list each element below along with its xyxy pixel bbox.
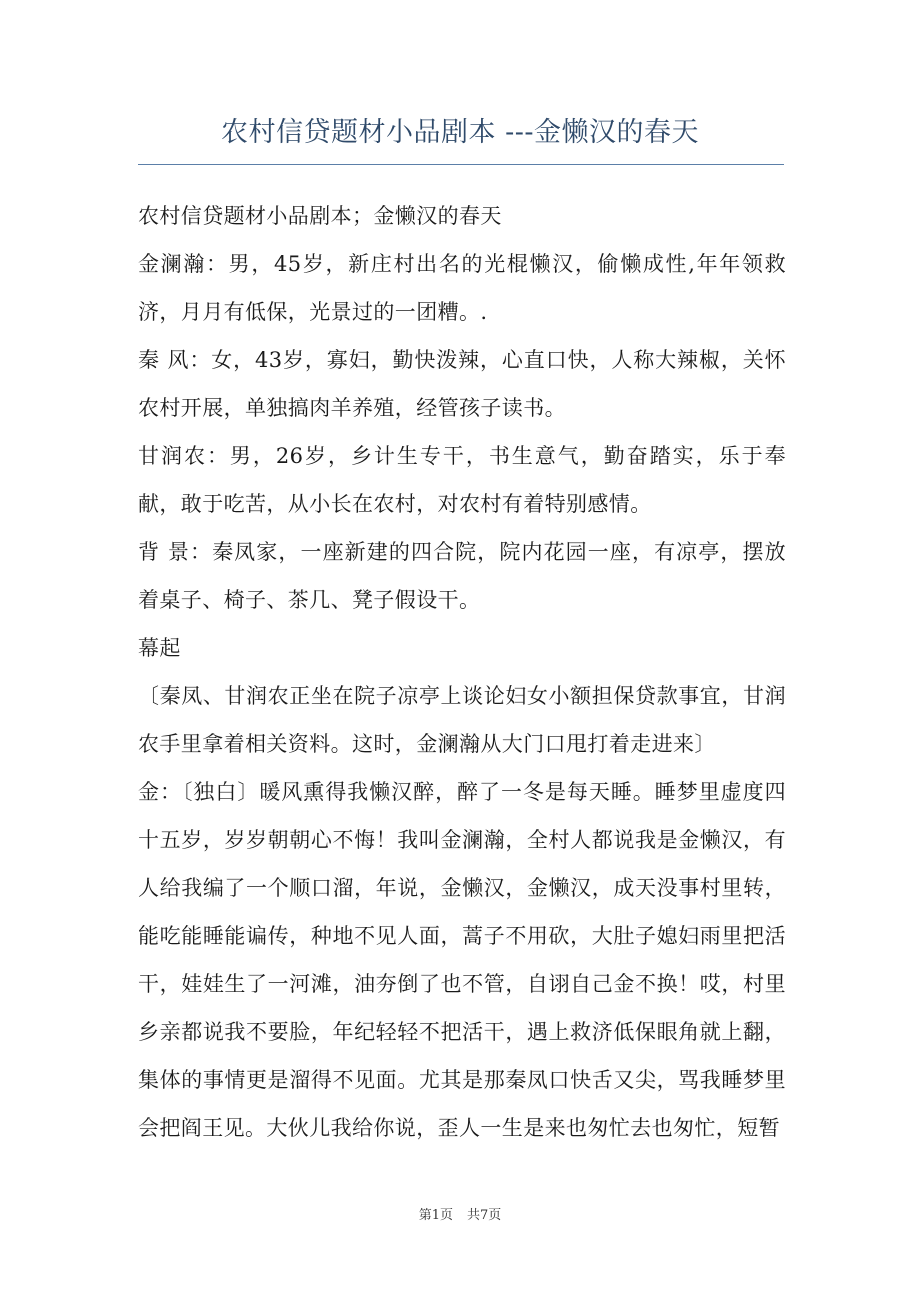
paragraph-curtain: 幕起: [138, 636, 181, 660]
page-footer: [0, 1206, 920, 1226]
paragraph-monologue: 金：〔独白〕暖风熏得我懒汉醉，醉了一冬是每天睡。睡梦里虚度四十五岁，岁岁朝朝心不悔！我叫金澜瀚，全村人都说我是金懒汉，有人给我编了一个顺口溜，年说，金懒汉，金懒汉，成天没事村里转，能吃能睡能谝传，种地不见人面，蒿子不用砍，大肚子媳妇雨里把活干，娃娃生了一河滩，油夯倒了也不管，自诩自己金不换！哎，村里乡亲都说我不要脸，年纪轻轻不把活干，遇上救济低保眼角就上翻，集体的事情更是溜得不见面。尤其是那秦凤口快舌又尖，骂我睡梦里会把阎王见。大伙儿我给你说，歪人一生是来也匆忙去也匆忙，短暂: [138, 780, 786, 1140]
page-number: 第1页: [418, 1208, 453, 1223]
paragraph-character-gan: 甘润农：男，26岁，乡计生专干，书生意气，勤奋踏实，乐于奉献，敢于吃苦，从小长在农村，对农村有着特别感情。: [138, 444, 786, 516]
paragraph-setting: 背 景：秦凤家，一座新建的四合院，院内花园一座，有凉亭，摆放着桌子、椅子、茶几、凳子假设干。: [138, 540, 786, 612]
title-underline: [138, 164, 784, 165]
paragraph-character-qin: 秦 风：女，43岁，寡妇，勤快泼辣，心直口快，人称大辣椒，关怀农村开展，单独搞肉羊养殖，经管孩子读书。: [138, 348, 786, 420]
document-title: 农村信贷题材小品剧本 ---金懒汉的春天: [221, 117, 699, 148]
paragraph-character-jin: 金澜瀚：男，45岁，新庄村出名的光棍懒汉，偷懒成性,年年领救济，月月有低保，光景过的一团糟。.: [138, 252, 786, 324]
paragraph-stage-direction: 〔秦凤、甘润农正坐在院子凉亭上谈论妇女小额担保贷款事宜，甘润农手里拿着相关资料。这时，金澜瀚从大门口甩打着走进来〕: [138, 684, 786, 756]
paragraph-heading: 农村信贷题材小品剧本；金懒汉的春天: [138, 204, 502, 228]
document-body: [138, 192, 786, 1152]
page-total: 共7页: [467, 1208, 502, 1223]
